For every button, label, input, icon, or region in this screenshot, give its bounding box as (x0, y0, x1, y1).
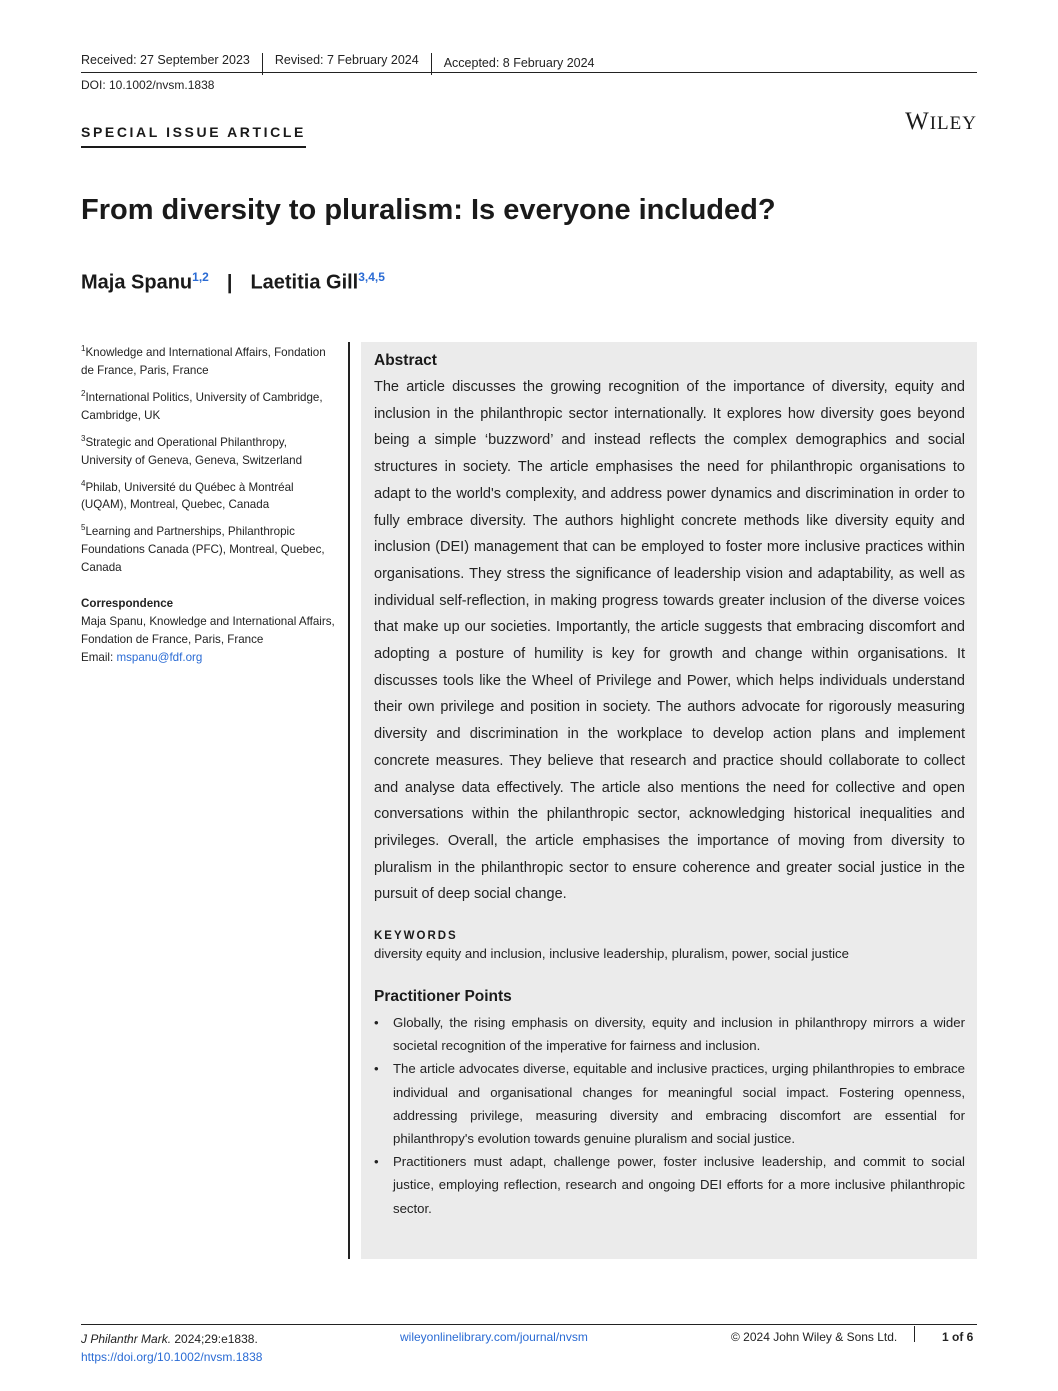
author-affiliation-link[interactable]: 3,4,5 (358, 270, 385, 284)
affiliation-item: $^4$Philab, Université du Québec à Montréal (UQAM), Montreal, Quebec, Canada (81, 478, 294, 512)
footer-site-link[interactable]: wileyonlinelibrary.com/journal/nvsm (400, 1330, 588, 1344)
abstract-text: The article discusses the growing recognition of the importance of diversity, equity and inclusion in the philanthropic sector internationally. It explores how diversity goes beyond being a simple ‘buzzword’ and instead reflects the complex demographics and social structures in society. The article emphasises the need for philanthropic organisations to adapt to the world's complexity, and address power dynamics and discrimination in order to fully embrace diversity. The authors highlight concrete methods like diversity equity and inclusion (DEI) management that can be employed to foster more inclusive practices within organisations. They stress the significance of leadership vision and adaptability, as well as individual self-reflection, in making progress towards greater inclusion of the diverse voices that make up our societies. Importantly, the article suggests that embracing discomfort and adopting a posture of humility is key for growth and change within organisations. It discusses tools like the Wheel of Privilege and Power, which helps individuals understand their own privilege and position in society. The authors advocate for rigorously measuring diversity and discrimination in the workplace to develop action plans and implement concrete measures. They believe that research and practice should collaborate to collect and analyse data effectively. The article also mentions the need for collective and open conversations within the philanthropic sector, acknowledging historical inequalities and privileges. Overall, the article emphasises the importance of moving from diversity to pluralism in the philanthropic sector to ensure coherence and greater social justice in the pursuit of deep social change. (374, 379, 965, 903)
practitioner-points-heading: Practitioner Points (374, 988, 512, 1006)
affiliation-item: $^2$International Politics, University of Cambridge, Cambridge, UK (81, 388, 323, 422)
author-list (81, 270, 385, 295)
keywords-heading: KEYWORDS (374, 930, 458, 943)
footer-citation: J Philanthr Mark. 2024;29:e1838. https://doi.org/10.1002/nvsm.1838 (81, 1332, 263, 1364)
affiliation-item: $^3$Strategic and Operational Philanthropy, University of Geneva, Geneva, Switzerland (81, 433, 303, 467)
practitioner-point: • Practitioners must adapt, challenge power, foster inclusive leadership, and commit to social justice, employing reflection, research and ongoing DEI efforts for a more inclusive philanthropic sector. (374, 1150, 965, 1220)
footer-doi-link[interactable]: https://doi.org/10.1002/nvsm.1838 (81, 1350, 263, 1364)
affiliation-item: $^5$Learning and Partnerships, Philanthropic Foundations Canada (PFC), Montreal, Quebec, Canada (81, 523, 325, 575)
practitioner-point: • The article advocates diverse, equitable and inclusive practices, urging philanthropies to embrace individual and organisational changes for meaningful social impact. Fostering openness, addressing privilege, measuring diversity and embracing discomfort are essential for philanthropy's evolution towards genuine pluralism and social justice. (374, 1057, 965, 1150)
section-label: SPECIAL ISSUE ARTICLE (81, 124, 306, 148)
footer-copyright: © 2024 John Wiley & Sons Ltd. (731, 1330, 898, 1344)
received-date: Received: 27 September 2023 (81, 53, 263, 75)
email-link[interactable]: mspanu@fdf.org (116, 651, 203, 665)
author-separator: | (226, 271, 233, 294)
author-name: Laetitia Gill (250, 271, 359, 294)
publisher-logo: WILEY (905, 108, 977, 135)
footer-rule (81, 1324, 977, 1325)
affiliation-item: $^1$Knowledge and International Affairs, Fondation de France, Paris, France (81, 344, 326, 377)
practitioner-points-list (374, 1011, 965, 1220)
column-divider (348, 342, 350, 1259)
practitioner-point: • Globally, the rising emphasis on diversity, equity and inclusion in philanthropy mirrors a wider societal recognition of the imperative for fairness and inclusion. (374, 1011, 965, 1057)
doi: DOI: 10.1002/nvsm.1838 (81, 78, 215, 92)
author-name: Maja Spanu (81, 271, 193, 294)
footer-divider (914, 1326, 915, 1342)
abstract-section (374, 352, 965, 1220)
article-title: From diversity to pluralism: Is everyone included? (81, 194, 776, 226)
revised-date: Revised: 7 February 2024 (275, 53, 432, 75)
correspondence-text: Maja Spanu, Knowledge and International Affairs, Fondation de France, Paris, France (81, 615, 335, 647)
accepted-date: Accepted: 8 February 2024 (443, 56, 595, 71)
affiliations (81, 340, 339, 667)
author-affiliation-link[interactable]: 1,2 (192, 270, 209, 284)
page-number: 1 of 6 (942, 1330, 974, 1344)
correspondence-email: Email: mspanu@fdf.org (81, 651, 203, 665)
abstract-heading: Abstract (374, 352, 437, 369)
correspondence-heading: Correspondence (81, 597, 174, 611)
header-rule (81, 72, 977, 73)
keywords-text: diversity equity and inclusion, inclusive leadership, pluralism, power, social justice (374, 946, 849, 962)
